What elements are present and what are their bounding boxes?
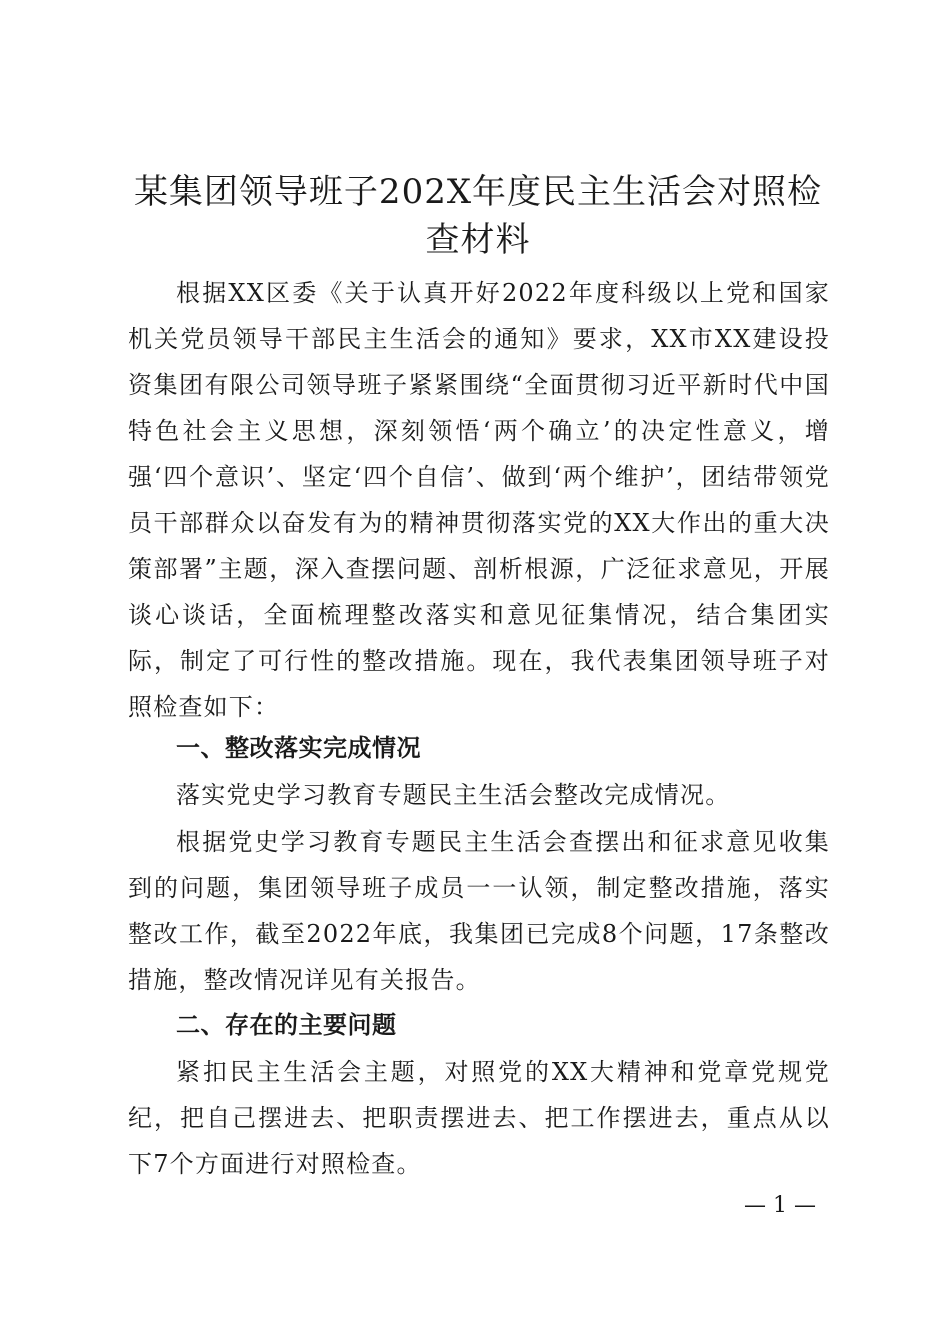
section-2-paragraph-1: 紧扣民主生活会主题，对照党的XX大精神和党章党规党纪，把自己摆进去、把职责摆进去、把工作摆进去，重点从以下7个方面进行对照检查。 [128,1058,830,1178]
section-1-heading: 一、整改落实完成情况 [176,734,421,762]
section-1-paragraph-2: 根据党史学习教育专题民主生活会查摆出和征求意见收集到的问题，集团领导班子成员一一认领，制定整改措施，落实整改工作，截至2022年底，我集团已完成8个问题，17条整改措施，整改情况详见有关报告。 [128,828,830,994]
section-2-heading: 二、存在的主要问题 [176,1011,397,1039]
page-number: — 1 — [744,1193,816,1218]
intro-paragraph: 根据XX区委《关于认真开好2022年度科级以上党和国家机关党员领导干部民主生活会的通知》要求，XX市XX建设投资集团有限公司领导班子紧紧围绕“全面贯彻习近平新时代中国特色社会主义思想，深刻领悟‘两个确立’的决定性意义，增强‘四个意识’、坚定‘四个自信’、做到‘两个维护’，团结带领党员干部群众以奋发有为的精神贯彻落实党的XX大作出的重大决策部署”主题，深入查摆问题、剖析根源，广泛征求意见，开展谈心谈话，全面梳理整改落实和意见征集情况，结合集团实际，制定了可行性的整改措施。现在，我代表集团领导班子对照检查如下： [128,279,830,721]
section-1-paragraph-1: 落实党史学习教育专题民主生活会整改完成情况。 [176,781,731,809]
document-title: 某集团领导班子202X年度民主生活会对照检查材料 [133,172,823,260]
